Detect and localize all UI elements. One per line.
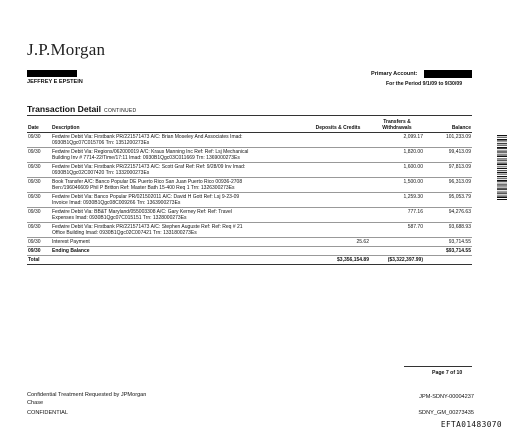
row-withdrawal: 1,259.30	[370, 193, 424, 208]
row-date: 09/30	[27, 148, 51, 163]
column-header-deposits: Deposits & Credits	[306, 116, 370, 133]
efta-stamp: EFTA01483070	[440, 420, 502, 429]
row-deposit	[306, 178, 370, 193]
description-line: Fedwire Debit Via: BB&T Maryland/055003308 A/C: Gary Kerney Ref: Ref: Travel	[52, 209, 232, 215]
continued-label: CONTINUED	[104, 108, 137, 114]
column-header-description: Description	[51, 116, 306, 133]
description-line: Fedwire Debit Via: Firstbank PR/221571473 A/C: Scott Graf Ref: Ref: 9/28/09 Inv Imad:	[52, 164, 246, 170]
table-row	[27, 238, 472, 247]
redacted-account-number	[27, 70, 77, 77]
row-withdrawal	[370, 238, 424, 247]
statement-period: For the Period 9/1/09 to 9/30/09	[386, 81, 463, 87]
column-header-balance: Balance	[424, 116, 472, 133]
row-deposit: 25.62	[306, 238, 370, 247]
row-description	[51, 193, 306, 208]
section-title	[27, 104, 136, 114]
description-line: Book Transfer A/C: Banco Popular DE Puerto Rico San Juan Puerto Rico 00936-2708	[52, 179, 243, 185]
description-line: Fedwire Debit Via: Banco Popular PR/021502011 A/C: David H Gott Ref: Lsj 9-23-09	[52, 194, 240, 200]
row-date: 09/30	[27, 208, 51, 223]
row-description	[51, 223, 306, 238]
redacted-primary-account	[424, 70, 472, 78]
row-date: 09/30	[27, 238, 51, 247]
ending-deposit	[306, 247, 370, 256]
description-line: Invoice Imad: 0930B1Qgc08C009266 Trn: 1363900273Es	[52, 200, 181, 206]
table-row	[27, 133, 472, 148]
description-line: 0930B1Qgc02C007420 Trn: 1332000273Es	[52, 170, 150, 176]
row-withdrawal: 1,820.00	[370, 148, 424, 163]
row-balance: 93,688.93	[424, 223, 472, 238]
footer-confidential-notice: Confidential Treatment Requested by JPMorgan	[27, 392, 147, 398]
column-header-date: Date	[27, 116, 51, 133]
row-deposit	[306, 163, 370, 178]
row-withdrawal: 587.70	[370, 223, 424, 238]
primary-account-label: Primary Account:	[371, 71, 418, 77]
row-balance: 101,233.09	[424, 133, 472, 148]
ending-balance-value: $93,714.55	[424, 247, 472, 256]
row-balance: 96,313.09	[424, 178, 472, 193]
ending-withdrawal	[370, 247, 424, 256]
row-balance: 94,276.63	[424, 208, 472, 223]
row-date: 09/30	[27, 163, 51, 178]
table-row	[27, 178, 472, 193]
row-withdrawal: 1,500.00	[370, 178, 424, 193]
account-holder-name: JEFFREY E EPSTEIN	[27, 79, 83, 85]
row-balance: 93,714.55	[424, 238, 472, 247]
total-withdrawals: ($3,322,397.99)	[370, 256, 424, 265]
row-balance: 97,813.09	[424, 163, 472, 178]
row-balance: 95,053.79	[424, 193, 472, 208]
row-deposit	[306, 223, 370, 238]
row-deposit	[306, 133, 370, 148]
total-label: Total	[27, 256, 306, 265]
description-line: Fedwire Debit Via: Firstbank PR/221571473 A/C: Stephen Auguste Ref: Ref: Req # 21	[52, 224, 243, 230]
page-number-rule	[404, 366, 472, 367]
row-description	[51, 208, 306, 223]
transaction-table	[27, 116, 472, 265]
row-date: 09/30	[27, 133, 51, 148]
row-balance: 99,413.09	[424, 148, 472, 163]
bates-number-sdny: SDNY_GM_00273435	[418, 410, 474, 416]
description-line: Ben:/196046609 Phil P Britton Ref: Master Bath 15-400 Req 1 Trn: 1326300273Es	[52, 185, 235, 191]
row-withdrawal: 777.16	[370, 208, 424, 223]
description-line: Office Building Imad: 0930B1Qgc02C007421 Trn: 1331800273Es	[52, 230, 197, 236]
barcode-icon	[497, 135, 507, 201]
row-description	[51, 148, 306, 163]
row-description: Interest Payment	[51, 238, 306, 247]
row-description	[51, 178, 306, 193]
description-line: Expenses Imad: 0930B1Qgc07C015151 Trn: 1328000273Es	[52, 215, 187, 221]
row-withdrawal: 2,099.17	[370, 133, 424, 148]
row-withdrawal: 1,600.00	[370, 163, 424, 178]
total-deposits: $3,356,154.89	[306, 256, 370, 265]
description-line: Fedwire Debit Via: Firstbank PR/221571473 A/C: Brian Moseley And Associates Imad:	[52, 134, 243, 140]
row-deposit	[306, 193, 370, 208]
row-deposit	[306, 208, 370, 223]
ending-label: Ending Balance	[51, 247, 306, 256]
total-balance	[424, 256, 472, 265]
section-divider	[27, 115, 472, 116]
row-date: 09/30	[27, 223, 51, 238]
table-row	[27, 163, 472, 178]
table-row	[27, 193, 472, 208]
ending-balance-row	[27, 247, 472, 256]
jpmorgan-logo: J.P.Morgan	[27, 40, 106, 59]
description-line: Building Inv # 7714-22/Time/17:11 Imad: 0930B1Qgc03C011669 Trn: 1369000273Es	[52, 155, 240, 161]
description-line: Fedwire Debit Via: Regions/062000019 A/C: Kraus Manning Inc Ref: Ref: Lsj Mechanical	[52, 149, 249, 155]
row-date: 09/30	[27, 193, 51, 208]
row-description	[51, 163, 306, 178]
row-description	[51, 133, 306, 148]
table-row	[27, 208, 472, 223]
footer-confidential-notice-cont: Chase	[27, 400, 44, 406]
bates-number-jpm: JPM-SDNY-00004237	[419, 394, 474, 400]
footer-confidential-label: CONFIDENTIAL	[27, 410, 69, 416]
column-header-transfers: Transfers & Withdrawals	[370, 116, 424, 133]
total-row	[27, 256, 472, 265]
section-title-text: Transaction Detail	[27, 104, 102, 114]
row-deposit	[306, 148, 370, 163]
table-header-row	[27, 116, 472, 133]
ending-date: 09/30	[27, 247, 51, 256]
table-row	[27, 148, 472, 163]
row-date: 09/30	[27, 178, 51, 193]
description-line: 0930B1Qgc07C015706 Trn: 1351200273Es	[52, 140, 150, 146]
page-number: Page 7 of 10	[432, 370, 463, 376]
table-row	[27, 223, 472, 238]
